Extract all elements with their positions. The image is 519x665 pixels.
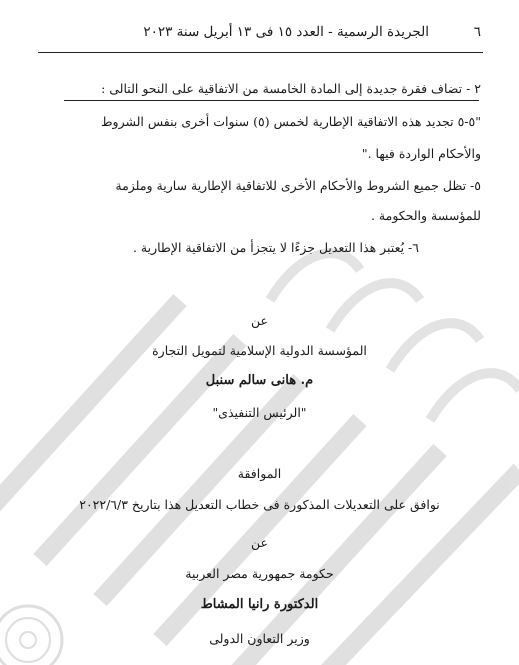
approval-heading: الموافقة <box>237 466 282 481</box>
clause-6: ٦- يُعتبر هذا التعديل جزءًا لا يتجزأ من الاتفاقية الإطارية . <box>132 240 419 255</box>
clause-2-underline <box>64 100 479 101</box>
signatory-2-name: الدكتورة رانيا المشاط <box>200 597 319 612</box>
clause-2-quote-line-1: "٥-٥ تجديد هذه الاتفاقية الإطارية لخمس (٥) سنوات أخرى بنفس الشروط <box>100 114 481 129</box>
signatory-1-organization: المؤسسة الدولية الإسلامية لتمويل التجارة <box>152 343 367 358</box>
clause-2: ٢ - تضاف فقرة جديدة إلى المادة الخامسة من الاتفاقية على النحو التالى : <box>101 81 481 96</box>
clause-5-line-2: للمؤسسة والحكومة . <box>370 208 481 223</box>
signatory-2-organization: حكومة جمهورية مصر العربية <box>185 566 334 581</box>
signatory-1-title: "الرئيس التنفيذى" <box>212 405 307 420</box>
page-header-title: الجريدة الرسمية - العدد ١٥ فى ١٣ أبريل سنة ٢٠٢٣ <box>143 24 429 40</box>
clause-2-quote-line-2: والأحكام الواردة فيها ." <box>361 146 481 161</box>
approval-text: نوافق على التعديلات المذكورة فى خطاب التعديل هذا بتاريخ ٢٠٢٢/٦/٣ <box>79 497 440 512</box>
signatory-2-title: وزير التعاون الدولى <box>209 631 310 646</box>
header-rule <box>38 52 483 53</box>
signatory-1-on-behalf: عن <box>251 313 268 328</box>
signatory-2-on-behalf: عن <box>251 535 268 550</box>
page-number: ٦ <box>473 24 481 40</box>
clause-5-line-1: ٥- تظل جميع الشروط والأحكام الأخرى للاتفاقية الإطارية سارية وملزمة <box>115 178 481 193</box>
signatory-1-name: م. هانى سالم سنبل <box>205 373 314 388</box>
